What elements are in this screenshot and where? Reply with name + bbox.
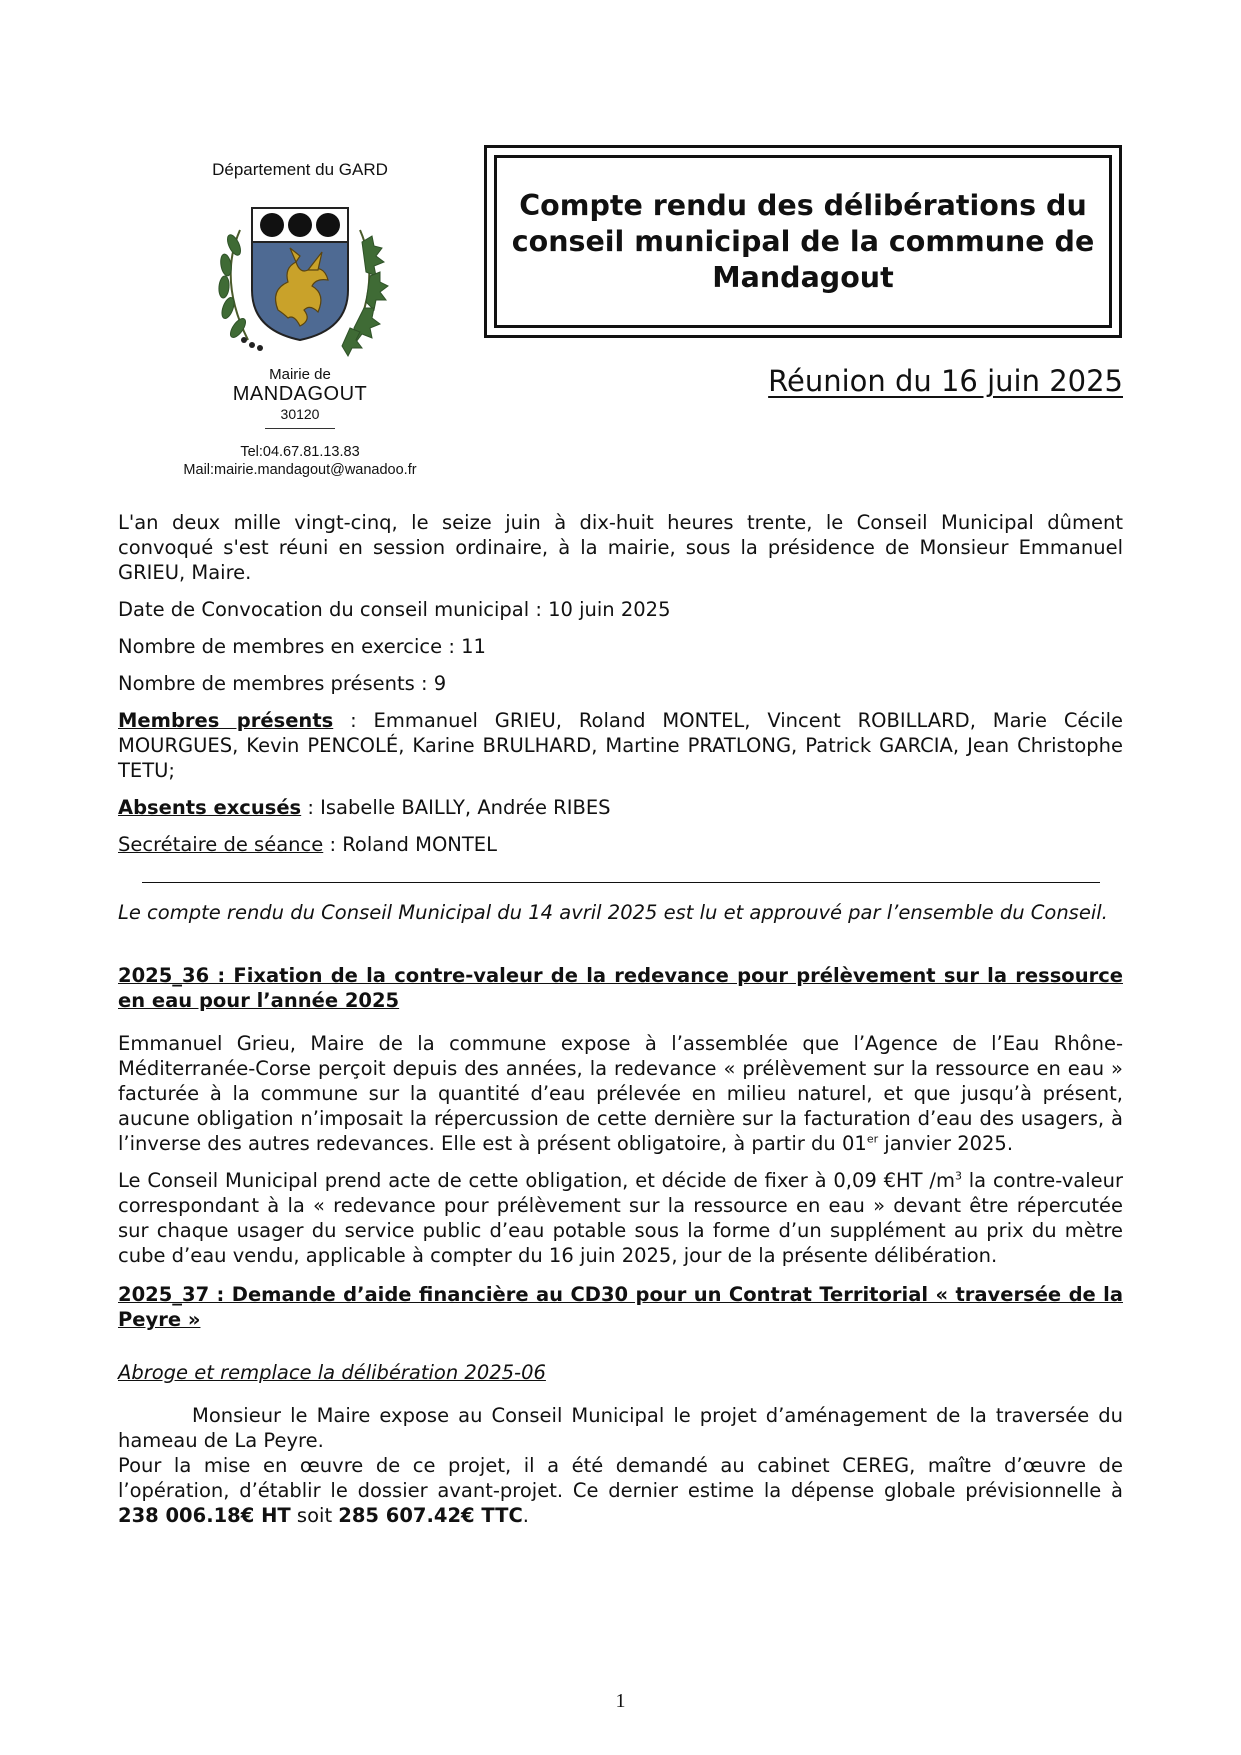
absent-members — [118, 795, 1123, 820]
members-in-office: Nombre de membres en exercice : 11 — [118, 635, 486, 658]
email-text: Mail:mairie.mandagout@wanadoo.fr — [183, 462, 417, 478]
title-frame-inner — [494, 155, 1112, 328]
department-label: Département du GARD — [212, 160, 388, 179]
members-present-label: Membres présents — [118, 709, 334, 732]
deliberation-37-heading: 2025_37 : Demande d’aide financière au CD30 pour un Contrat Territorial « traversée de la Peyre » — [118, 1283, 1123, 1331]
mairie-logo — [150, 160, 450, 479]
deliberation-36-heading: 2025_36 : Fixation de la contre-valeur de la redevance pour prélèvement sur la ressource en eau pour l’année 2025 — [118, 964, 1123, 1012]
secretary-name: : Roland MONTEL — [323, 833, 497, 856]
secretary — [118, 832, 1123, 857]
d36-p1-text: Emmanuel Grieu, Maire de la commune expose à l’assemblée que l’Agence de l’Eau Rhône-Méditerranée-Corse perçoit depuis des années, la redevance « prélèvement sur la ressource en eau » facturée à la commune sur la quantité d’eau prélevée en milieu naturel, et que jusqu’à présent, aucune obligation n’imposait la répercussion de cette dernière sur la facturation d’eau des usagers, à l’inverse des autres redevances. Elle est à présent obligatoire, à partir du 01 — [118, 1032, 1123, 1155]
members-present-names: : Emmanuel GRIEU, Roland MONTEL, Vincent ROBILLARD, Marie Cécile MOURGUES, Kevin PENCOLÉ, Karine BRULHARD, Martine PRATLONG, Patrick GARCIA, Jean Christophe TETU; — [118, 709, 1123, 782]
d37-p2-end: . — [522, 1504, 529, 1527]
deliberation-36-paragraph-1 — [118, 1031, 1123, 1156]
document-title: Compte rendu des délibérations du conseil municipal de la commune de Mandagout — [511, 188, 1095, 294]
members-present-list — [118, 708, 1123, 783]
d37-p2-text: Pour la mise en œuvre de ce projet, il a été demandé au cabinet CEREG, maître d’œuvre de l’opération, d’établir le dossier avant-projet. Ce dernier estime la dépense globale prévisionnelle à — [118, 1454, 1123, 1502]
deliberation-36-paragraph-2 — [118, 1168, 1123, 1268]
postal-code: 30120 — [280, 406, 320, 422]
intro-paragraph: L'an deux mille vingt-cinq, le seize juin à dix-huit heures trente, le Conseil Municipal dûment convoqué s'est réuni en session ordinaire, à la mairie, sous la présidence de Monsieur Emmanuel GRIEU, Maire. — [118, 511, 1123, 584]
phone-text: Tel:04.67.81.13.83 — [240, 444, 360, 460]
members-present-count: Nombre de membres présents : 9 — [118, 672, 447, 695]
d36-p2-text: Le Conseil Municipal prend acte de cette obligation, et décide de fixer à 0,09 €HT /m — [118, 1169, 955, 1192]
d36-p1-sup: er — [866, 1132, 879, 1146]
secretary-label: Secrétaire de séance — [118, 833, 324, 856]
absent-names: : Isabelle BAILLY, Andrée RIBES — [301, 796, 611, 819]
commune-name: MANDAGOUT — [232, 383, 368, 405]
amount-ttc: 285 607.42€ TTC — [338, 1504, 523, 1527]
coat-of-arms-icon — [200, 190, 400, 360]
title-frame — [484, 145, 1122, 338]
deliberation-37-paragraph-1: Monsieur le Maire expose au Conseil Municipal le projet d’aménagement de la traversée du hameau de La Peyre. — [118, 1404, 1123, 1452]
approval-note: Le compte rendu du Conseil Municipal du 14 avril 2025 est lu et approuvé par l’ensemble du Conseil. — [118, 901, 1108, 924]
deliberation-37-paragraph-2 — [118, 1453, 1123, 1528]
d36-p2-sup: 3 — [954, 1169, 962, 1183]
amount-ht: 238 006.18€ HT — [118, 1504, 291, 1527]
page-number: 1 — [615, 1690, 626, 1712]
mairie-de-label: Mairie de — [269, 366, 331, 383]
meeting-date: Réunion du 16 juin 2025 — [768, 364, 1123, 398]
convocation-date: Date de Convocation du conseil municipal : 10 juin 2025 — [118, 598, 671, 621]
d36-p1-end: janvier 2025. — [878, 1132, 1014, 1155]
d36-p2-end: la contre-valeur correspondant à la « redevance pour prélèvement sur la ressource en eau » devant être répercutée sur chaque usager du service public d’eau potable sous la forme d’un supplément au prix du mètre cube d’eau vendu, applicable à compter du 16 juin 2025, jour de la présente délibération. — [118, 1169, 1123, 1267]
section-divider — [142, 882, 1100, 883]
d37-soit: soit — [290, 1504, 339, 1527]
logo-divider — [265, 428, 335, 429]
absent-label: Absents excusés — [118, 796, 302, 819]
deliberation-37-subheading: Abroge et remplace la délibération 2025-06 — [118, 1361, 546, 1384]
document-body — [118, 510, 1123, 1540]
